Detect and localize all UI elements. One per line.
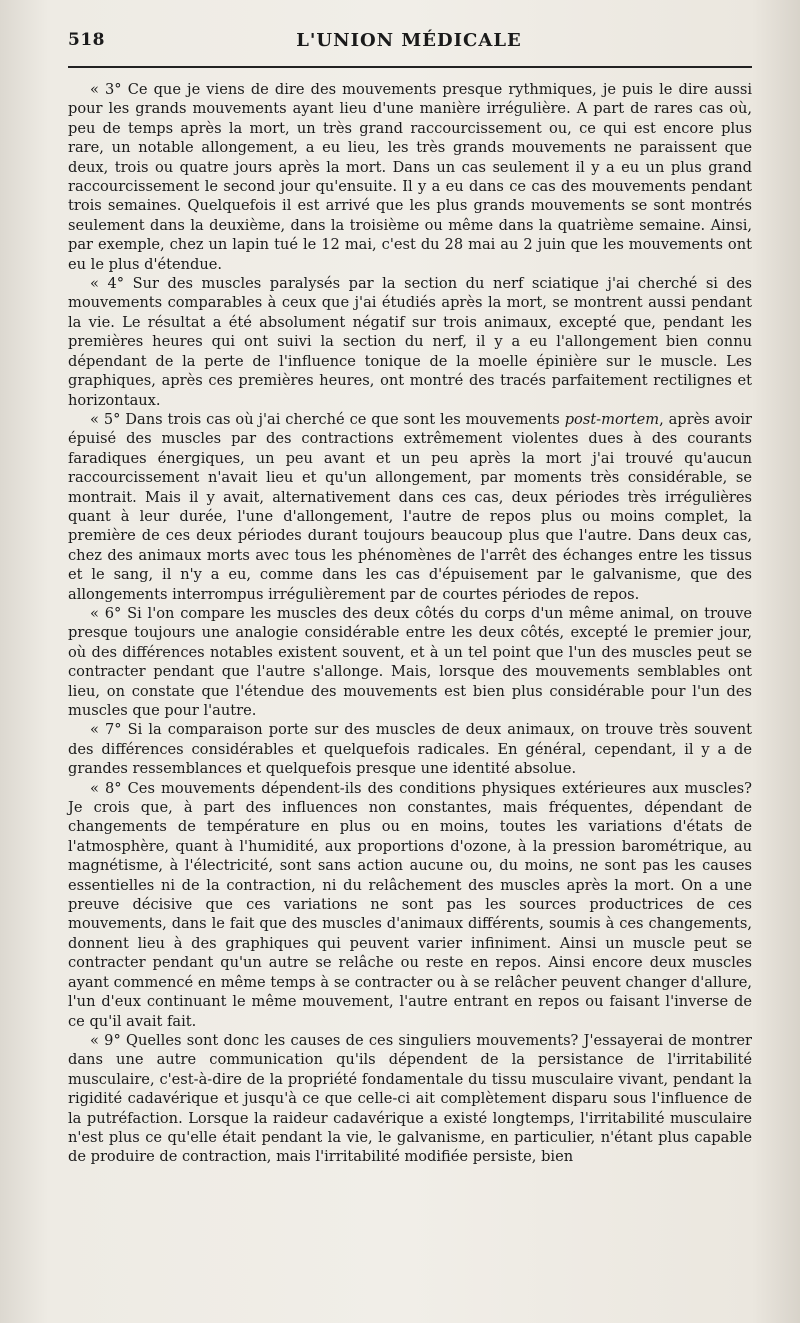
paragraph-5-italic: post-mortem bbox=[564, 410, 660, 428]
paragraph-9: « 9° Quelles sont donc les causes de ces singuliers mouvements? J'essayerai de montrer dans une autre communication qu'ils dépendent de la persistance de l'irritabilité musculaire, c'est-à-dire de la propriété fondamentale du tissu musculaire vivant, pendant la rigidité cadavérique et jusqu'à ce que celle-ci ait complètement disparu sous l'influence de la putréfaction. Lorsque la raideur cadavérique a existé longtemps, l'irritabilité musculaire n'est plus ce qu'elle était pendant la vie, le galvanisme, en particulier, n'étant plus capable de produire de contraction, mais l'irritabilité modifiée persiste, bien bbox=[68, 1031, 752, 1166]
page-header bbox=[68, 30, 750, 60]
paragraph-4: « 4° Sur des muscles paralysés par la section du nerf sciatique j'ai cherché si des mouvements comparables à ceux que j'ai étudiés après la mort, se montrent aussi pendant la vie. Le résultat a été absolument négatif sur trois animaux, excepté que, pendant les premières heures qui ont suivi la section du nerf, il y a eu l'allongement bien connu dépendant de la perte de l'influence tonique de la moelle épinière sur le muscle. Les graphiques, après ces premières heures, ont montré des tracés parfaitement rectilignes et horizontaux. bbox=[68, 275, 752, 409]
paragraph-7: « 7° Si la comparaison porte sur des muscles de deux animaux, on trouve très souvent des différences considérables et quelquefois radicales. En général, cependant, il y a de grandes ressemblances et quelquefois presque une identité absolue. bbox=[68, 721, 752, 778]
running-title: L'UNION MÉDICALE bbox=[296, 30, 522, 51]
header-rule bbox=[68, 66, 752, 68]
paragraph-6: « 6° Si l'on compare les muscles des deux côtés du corps d'un même animal, on trouve presque toujours une analogie considérable entre les deux côtés, excepté le premier jour, où des différences notables existent souvent, et à un tel point que l'un des muscles peut se contracter pendant que l'autre s'allonge. Mais, lorsque des mouvements semblables ont lieu, on constate que l'étendue des mouvements est bien plus considérable pour l'un des muscles que pour l'autre. bbox=[68, 604, 752, 719]
page-number: 518 bbox=[68, 30, 105, 50]
paragraph-3: « 3° Ce que je viens de dire des mouvements presque rythmiques, je puis le dire aussi pour les grands mouvements ayant lieu d'une manière irrégulière. A part de rares cas où, peu de temps après la mort, un très grand raccourcissement ou, ce qui est encore plus rare, un notable allongement, a eu lieu, les très grands mouvements ne paraissent que deux, trois ou quatre jours après la mort. Dans un cas seulement il y a eu un plus grand raccourcissement le second jour qu'ensuite. Il y a eu dans ce cas des mouvements pendant trois semaines. Quelquefois il est arrivé que les plus grands mouvements se sont montrés seulement dans la deuxième, dans la troisième ou même dans la quatrième semaine. Ainsi, par exemple, chez un lapin tué le 12 mai, c'est du 28 mai au 2 juin que les mouvements ont eu le plus d'étendue. bbox=[68, 81, 752, 273]
paragraph-8: « 8° Ces mouvements dépendent-ils des conditions physiques extérieures aux muscles? Je crois que, à part des influences non constantes, mais fréquentes, dépendant de changements de température en plus ou en moins, toutes les variations d'états de l'atmosphère, quant à l'humidité, aux proportions d'ozone, à la pression barométrique, au magnétisme, à l'électricité, sont sans action aucune ou, du moins, ne sont pas les causes essentielles ni de la contraction, ni du relâchement des muscles après la mort. On a une preuve décisive que ces variations ne sont pas les sources productrices de ces mouvements, dans le fait que des muscles d'animaux différents, soumis à ces changements, donnent lieu à des graphiques qui peuvent varier infiniment. Ainsi un muscle peut se contracter pendant qu'un autre se relâche ou reste en repos. Ainsi encore deux muscles ayant commencé en même temps à se contracter ou à se relâcher peuvent changer d'allure, l'un d'eux continuant le même mouvement, l'autre entrant en repos ou faisant l'inverse de ce qu'il avait fait. bbox=[68, 779, 752, 1030]
paragraph-5-before: « 5° Dans trois cas où j'ai cherché ce que sont les mouvements bbox=[90, 410, 565, 428]
body-text bbox=[68, 80, 752, 1167]
paragraph-5 bbox=[68, 410, 752, 604]
paragraph-5-after: , après avoir épuisé des muscles par des contractions extrêmement violentes dues à des courants faradiques énergiques, un peu avant et un peu après la mort j'ai trouvé qu'aucun raccourcissement n'avait lieu et qu'un allongement, par moments très considérable, se montrait. Mais il y avait, alternativement dans ces cas, deux périodes très irrégulières quant à leur durée, l'une d'allongement, l'autre de repos plus ou moins complet, la première de ces deux périodes durant toujours beaucoup plus que l'autre. Dans deux cas, chez des animaux morts avec tous les phénomènes de l'arrêt des échanges entre les tissus et le sang, il n'y a eu, comme dans les cas d'épuisement par le galvanisme, que des allongements interrompus irrégulièrement par de courtes périodes de repos. bbox=[68, 410, 753, 603]
